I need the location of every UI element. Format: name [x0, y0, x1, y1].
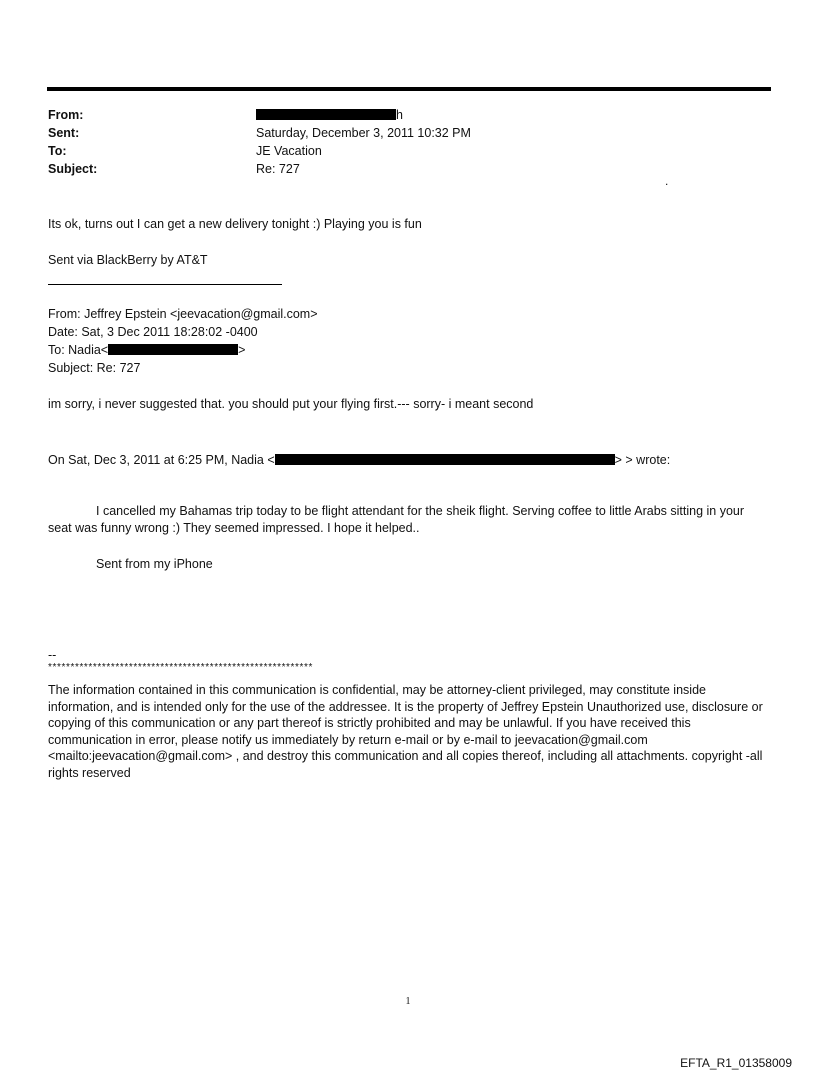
signature-dashes: --	[48, 648, 57, 662]
quoted-date: Date: Sat, 3 Dec 2011 18:28:02 -0400	[48, 325, 258, 339]
attribution-line	[48, 452, 670, 468]
header-top-rule	[47, 87, 771, 91]
quoted-subject: Subject: Re: 727	[48, 361, 141, 375]
quoted-to-suffix: >	[238, 343, 246, 357]
quoted-from: From: Jeffrey Epstein <jeevacation@gmail.com>	[48, 307, 318, 321]
to-label: To:	[48, 144, 67, 158]
from-label: From:	[48, 108, 84, 122]
to-value: JE Vacation	[256, 144, 322, 158]
subject-label: Subject:	[48, 162, 98, 176]
original-body: I cancelled my Bahamas trip today to be flight attendant for the sheik flight. Serving coffee to little Arabs sitting in your seat was funny wrong :) They seemed impressed. I hope it helped..	[48, 504, 745, 535]
reply-signature: Sent via BlackBerry by AT&T	[48, 253, 208, 267]
quoted-to	[48, 342, 245, 358]
quoted-to-prefix: To: Nadia<	[48, 343, 109, 357]
attribution-prefix: On Sat, Dec 3, 2011 at 6:25 PM, Nadia <	[48, 453, 275, 467]
redaction-bar	[108, 344, 238, 355]
redaction-bar	[256, 109, 396, 120]
sent-label: Sent:	[48, 126, 80, 140]
bates-number: EFTA_R1_01358009	[680, 1056, 792, 1070]
redaction-bar	[275, 454, 615, 465]
disclaimer-stars: ***********************************************************	[48, 662, 314, 673]
reply-body: Its ok, turns out I can get a new delivery tonight :) Playing you is fun	[48, 217, 422, 231]
from-value	[256, 108, 403, 122]
original-signature: Sent from my iPhone	[96, 557, 213, 571]
page-number: 1	[405, 996, 411, 1007]
quote-separator-rule	[48, 284, 282, 285]
stray-mark: .	[665, 174, 669, 188]
subject-value: Re: 727	[256, 162, 300, 176]
attribution-suffix: > > wrote:	[614, 453, 671, 467]
from-value-visible: h	[396, 108, 403, 122]
quoted-body: im sorry, i never suggested that. you should put your flying first.--- sorry- i meant second	[48, 397, 534, 411]
sent-value: Saturday, December 3, 2011 10:32 PM	[256, 126, 471, 140]
disclaimer-text: The information contained in this communication is confidential, may be attorney-client privileged, may constitute inside information, and is intended only for the use of the addressee. It is the property of Jeffrey Epstein Unauthorized use, disclosure or copying of this communication or any part thereof is strictly prohibited and may be unlawful. If you have received this communication in error, please notify us immediately by return e-mail or by e-mail to jeevacation@gmail.com <mailto:jeevacation@gmail.com> , and destroy this communication and all copies thereof, including all attachments. copyright -all rights reserved	[48, 683, 763, 780]
